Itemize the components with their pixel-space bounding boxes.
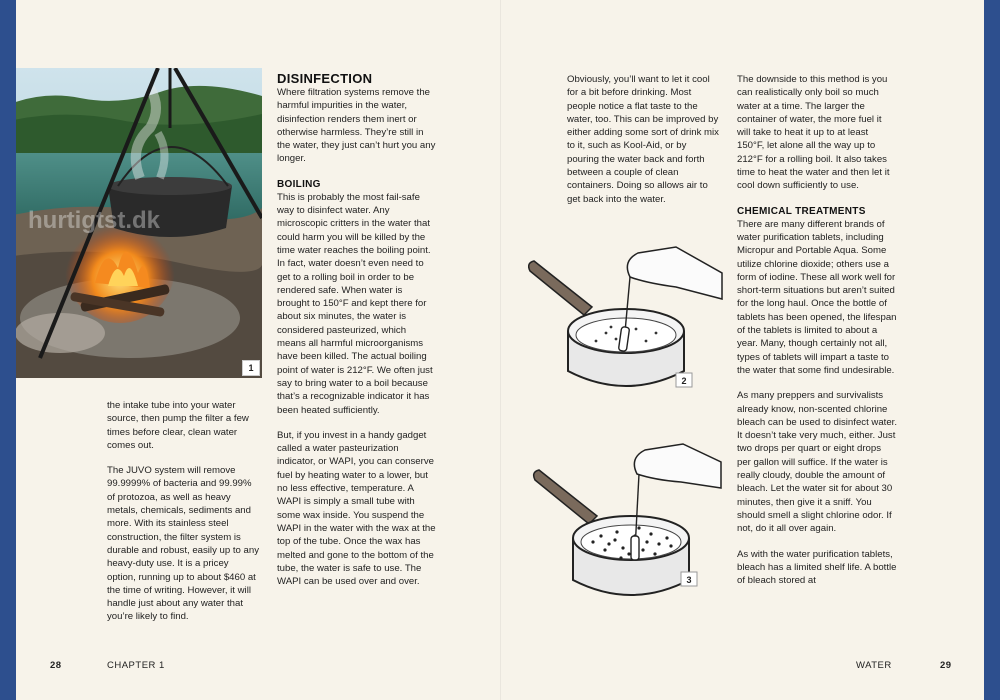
paragraph: But, if you invest in a handy gadget called a water pasteurization indicator, or WAPI, you can conserve fuel by heating water to a lower, but no less effective, temperature. A WAPI is simply a small tube with some wax inside. You suspend the WAPI in the water with the wax at the top of the tube. Once the wax has melted and gone to the bottom of the tube, the water is safe to use. The WAPI can be used over and over. — [277, 429, 436, 588]
pot-illustration-3 — [531, 432, 731, 612]
running-head-right: WATER — [856, 660, 892, 671]
watermark: hurtigtst.dk — [28, 207, 160, 234]
right-column-1 — [567, 73, 719, 218]
paragraph: Where filtration systems remove the harmful impurities in the water, disinfection renders them inert or otherwise harmless. They’re still in the water, they just can’t hurt you any longer. — [277, 87, 436, 165]
section-heading-disinfection: DISINFECTION — [277, 71, 373, 86]
figure-number-3: 3 — [686, 575, 692, 585]
section-heading-chemical: CHEMICAL TREATMENTS — [737, 205, 866, 217]
paragraph: As many preppers and survivalists already know, non-scented chlorine bleach can be used to disinfect water. It doesn’t take very much, either. Just two drops per quart or eight drops per gallon will suffice. If the water is really cloudy, double the amount of bleach. Let the water sit for about 30 minutes, then give it a sniff. You should smell a slight chlorine odor. If not, do it all over again. — [737, 390, 897, 535]
paragraph: Obviously, you’ll want to let it cool for a bit before drinking. Most people notice a flat taste to the water, too. This can be improved by either adding some sort of drink mix to it, such as Kool-Aid, or by pouring the water back and forth between a couple of clean containers. Doing so allows air to get back into the water. — [567, 74, 719, 205]
paragraph: The downside to this method is you can realistically only boil so much water at a time. The larger the container of water, the more fuel it will take to heat it up to at least 150°F, let alone all the way up to 212°F for a rolling boil. It also takes time to heat the water and then let it cool down sufficiently to use. — [737, 74, 890, 192]
campfire-photo — [16, 68, 262, 378]
pot-illustration-2 — [526, 243, 726, 403]
paragraph: The JUVO system will remove 99.9999% of bacteria and 99.99% of protozoa, as well as heavy metals, chemicals, sediments and more. With its stainless steel construction, the filter system is durable and robust, easily up to any heavy-duty use. It is a pricey option, running up to about $460 at the time of writing. However, it will handle just about any water that you’re likely to find. — [107, 465, 260, 623]
paragraph: As with the water purification tablets, bleach has a limited shelf life. A bottle of bleach stored at — [737, 548, 897, 587]
figure-number-1: 1 — [242, 360, 260, 376]
section-heading-boiling: BOILING — [277, 178, 321, 190]
gutter — [500, 0, 501, 700]
running-head-left: CHAPTER 1 — [107, 660, 165, 671]
right-column-2 — [737, 73, 897, 599]
paragraph: the intake tube into your water source, then pump the filter a few times before clear, clean water comes out. — [107, 400, 249, 451]
figure-number-2: 2 — [681, 376, 687, 386]
left-column-2 — [277, 71, 437, 600]
page-number-left: 28 — [50, 660, 62, 671]
book-spread — [16, 0, 984, 700]
page-number-right: 29 — [940, 660, 952, 671]
paragraph: This is probably the most fail-safe way to disinfect water. Any microscopic critters in the water that could harm you will be killed by the time water reaches the boiling point. In fact, water doesn’t even need to get to a rolling boil in order to be rendered safe. When water is brought to 150°F and kept there for about six minutes, the water is considered pasteurized, which means all harmful microorganisms have been killed. The actual boiling point of water is 212°F. We often just say to bring water to a boil because that’s a recognizable indicator it has been heated sufficiently. — [277, 191, 433, 416]
paragraph: There are many different brands of water purification tablets, including Micropur and Portable Aqua. Some utilize chlorine dioxide; others use a form of iodine. These all work well for short-term situations but aren’t suited for the long haul. Once the bottle of tablets has been opened, the lifespan of the tablets is limited to about a year. Many, though certainly not all, types of tablets will impart a taste to the water that some find undesirable. — [737, 218, 897, 376]
left-column-1 — [107, 399, 259, 636]
